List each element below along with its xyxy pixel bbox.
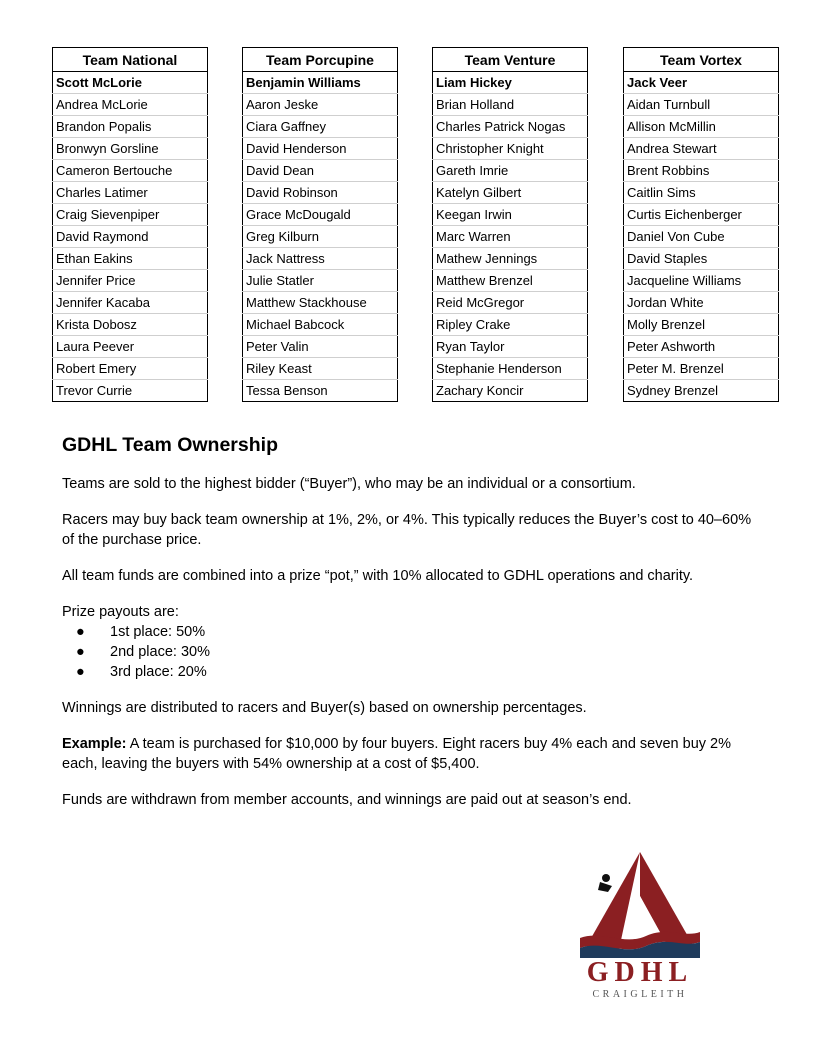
- member-name: Brandon Popalis: [53, 116, 208, 138]
- team-name: Team Vortex: [624, 48, 779, 72]
- payout-list: [62, 622, 762, 682]
- payout-item: [62, 642, 762, 662]
- member-name: Christopher Knight: [433, 138, 588, 160]
- member-row: [624, 94, 779, 116]
- paragraph-funds: Funds are withdrawn from member accounts, and winnings are paid out at season’s end.: [62, 792, 632, 808]
- member-row: [433, 380, 588, 402]
- member-row: [624, 292, 779, 314]
- member-name: Marc Warren: [433, 226, 588, 248]
- team-table: [52, 47, 208, 402]
- team-table: [623, 47, 779, 402]
- payout-text: 2nd place: 30%: [110, 644, 210, 660]
- member-row: [433, 138, 588, 160]
- payout-text: 3rd place: 20%: [110, 664, 207, 680]
- logo-subtitle: CRAIGLEITH: [592, 989, 688, 1000]
- team-name: Team National: [53, 48, 208, 72]
- member-row: [53, 204, 208, 226]
- member-name: Matthew Brenzel: [433, 270, 588, 292]
- member-name: Jack Nattress: [243, 248, 398, 270]
- member-row: [433, 182, 588, 204]
- member-row: [433, 226, 588, 248]
- captain-name: Jack Veer: [624, 72, 779, 94]
- member-row: [624, 358, 779, 380]
- payout-text: 1st place: 50%: [110, 624, 206, 640]
- member-name: Jennifer Kacaba: [53, 292, 208, 314]
- member-name: Ryan Taylor: [433, 336, 588, 358]
- member-name: Aaron Jeske: [243, 94, 398, 116]
- member-row: [624, 248, 779, 270]
- paragraph-buyer: Teams are sold to the highest bidder (“Buyer”), who may be an individual or a consortium.: [62, 476, 636, 492]
- member-row: [433, 292, 588, 314]
- member-name: Peter Ashworth: [624, 336, 779, 358]
- member-name: Katelyn Gilbert: [433, 182, 588, 204]
- member-row: [624, 182, 779, 204]
- bullet-icon: ●: [76, 664, 85, 680]
- member-name: Andrea Stewart: [624, 138, 779, 160]
- skier-icon: [602, 874, 610, 882]
- member-row: [624, 160, 779, 182]
- member-name: Reid McGregor: [433, 292, 588, 314]
- bullet-icon: ●: [76, 644, 85, 660]
- member-row: [53, 160, 208, 182]
- member-name: Charles Patrick Nogas: [433, 116, 588, 138]
- member-row: [624, 138, 779, 160]
- member-row: [243, 226, 398, 248]
- member-row: [243, 380, 398, 402]
- member-row: [53, 292, 208, 314]
- member-row: [243, 292, 398, 314]
- member-row: [53, 270, 208, 292]
- member-row: [624, 226, 779, 248]
- member-name: Brent Robbins: [624, 160, 779, 182]
- member-name: David Dean: [243, 160, 398, 182]
- member-row: [433, 336, 588, 358]
- member-row: [433, 204, 588, 226]
- member-row: [243, 270, 398, 292]
- member-row: [243, 160, 398, 182]
- member-name: Molly Brenzel: [624, 314, 779, 336]
- member-row: [433, 94, 588, 116]
- member-name: David Staples: [624, 248, 779, 270]
- member-name: Michael Babcock: [243, 314, 398, 336]
- member-name: David Henderson: [243, 138, 398, 160]
- captain-row: [624, 72, 779, 94]
- member-row: [243, 314, 398, 336]
- member-name: Charles Latimer: [53, 182, 208, 204]
- example-label: Example:: [62, 736, 127, 752]
- member-row: [53, 116, 208, 138]
- member-name: Peter Valin: [243, 336, 398, 358]
- member-row: [53, 314, 208, 336]
- member-row: [243, 358, 398, 380]
- team-table: [242, 47, 398, 402]
- captain-name: Scott McLorie: [53, 72, 208, 94]
- member-name: Brian Holland: [433, 94, 588, 116]
- member-name: Ethan Eakins: [53, 248, 208, 270]
- member-row: [53, 138, 208, 160]
- member-name: Keegan Irwin: [433, 204, 588, 226]
- member-name: Trevor Currie: [53, 380, 208, 402]
- member-name: Aidan Turnbull: [624, 94, 779, 116]
- member-row: [433, 358, 588, 380]
- member-row: [53, 94, 208, 116]
- member-row: [243, 248, 398, 270]
- member-name: Caitlin Sims: [624, 182, 779, 204]
- member-name: David Raymond: [53, 226, 208, 248]
- member-row: [243, 138, 398, 160]
- member-name: Andrea McLorie: [53, 94, 208, 116]
- member-row: [53, 226, 208, 248]
- member-name: Greg Kilburn: [243, 226, 398, 248]
- member-name: Jordan White: [624, 292, 779, 314]
- paragraph-buyback: Racers may buy back team ownership at 1%, 2%, or 4%. This typically reduces the Buyer’s cost to 40–60% of the purchase price.: [62, 512, 752, 548]
- member-row: [433, 116, 588, 138]
- gdhl-logo: [572, 848, 708, 1000]
- payouts-intro: Prize payouts are:: [62, 604, 179, 620]
- member-row: [243, 116, 398, 138]
- member-row: [624, 314, 779, 336]
- member-row: [433, 160, 588, 182]
- member-name: Tessa Benson: [243, 380, 398, 402]
- member-row: [243, 204, 398, 226]
- member-name: Stephanie Henderson: [433, 358, 588, 380]
- member-row: [53, 336, 208, 358]
- captain-row: [433, 72, 588, 94]
- member-row: [624, 116, 779, 138]
- member-row: [624, 204, 779, 226]
- logo-wordmark: GDHL: [586, 957, 694, 988]
- member-name: Daniel Von Cube: [624, 226, 779, 248]
- member-name: Zachary Koncir: [433, 380, 588, 402]
- paragraph-example: [62, 734, 762, 774]
- captain-name: Benjamin Williams: [243, 72, 398, 94]
- member-name: Sydney Brenzel: [624, 380, 779, 402]
- captain-name: Liam Hickey: [433, 72, 588, 94]
- member-name: Ripley Crake: [433, 314, 588, 336]
- member-name: Grace McDougald: [243, 204, 398, 226]
- team-name: Team Venture: [433, 48, 588, 72]
- member-row: [624, 270, 779, 292]
- member-row: [53, 358, 208, 380]
- captain-row: [53, 72, 208, 94]
- member-name: Gareth Imrie: [433, 160, 588, 182]
- member-row: [624, 336, 779, 358]
- member-name: Ciara Gaffney: [243, 116, 398, 138]
- member-row: [433, 270, 588, 292]
- member-name: Julie Statler: [243, 270, 398, 292]
- member-name: Allison McMillin: [624, 116, 779, 138]
- member-name: Craig Sievenpiper: [53, 204, 208, 226]
- member-name: Laura Peever: [53, 336, 208, 358]
- paragraph-pot: All team funds are combined into a prize “pot,” with 10% allocated to GDHL operations and charity.: [62, 568, 694, 584]
- member-name: David Robinson: [243, 182, 398, 204]
- member-name: Mathew Jennings: [433, 248, 588, 270]
- bullet-icon: ●: [76, 624, 85, 640]
- member-name: Robert Emery: [53, 358, 208, 380]
- member-name: Riley Keast: [243, 358, 398, 380]
- member-name: Peter M. Brenzel: [624, 358, 779, 380]
- member-name: Krista Dobosz: [53, 314, 208, 336]
- member-row: [243, 94, 398, 116]
- ownership-section: [62, 433, 762, 826]
- member-row: [243, 182, 398, 204]
- member-row: [243, 336, 398, 358]
- example-text: A team is purchased for $10,000 by four buyers. Eight racers buy 4% each and seven buy 2% each, leaving the buyers with 54% ownership at a cost of $5,400.: [62, 736, 732, 772]
- member-row: [624, 380, 779, 402]
- member-row: [433, 248, 588, 270]
- member-name: Jennifer Price: [53, 270, 208, 292]
- member-name: Cameron Bertouche: [53, 160, 208, 182]
- skier-body-icon: [598, 882, 612, 892]
- paragraph-winnings: Winnings are distributed to racers and Buyer(s) based on ownership percentages.: [62, 700, 587, 716]
- member-row: [53, 248, 208, 270]
- member-name: Matthew Stackhouse: [243, 292, 398, 314]
- member-row: [53, 380, 208, 402]
- member-name: Curtis Eichenberger: [624, 204, 779, 226]
- member-row: [433, 314, 588, 336]
- team-table: [432, 47, 588, 402]
- section-title: GDHL Team Ownership: [62, 434, 278, 456]
- payout-item: [62, 662, 762, 682]
- member-row: [53, 182, 208, 204]
- payout-item: [62, 622, 762, 642]
- team-name: Team Porcupine: [243, 48, 398, 72]
- captain-row: [243, 72, 398, 94]
- member-name: Jacqueline Williams: [624, 270, 779, 292]
- member-name: Bronwyn Gorsline: [53, 138, 208, 160]
